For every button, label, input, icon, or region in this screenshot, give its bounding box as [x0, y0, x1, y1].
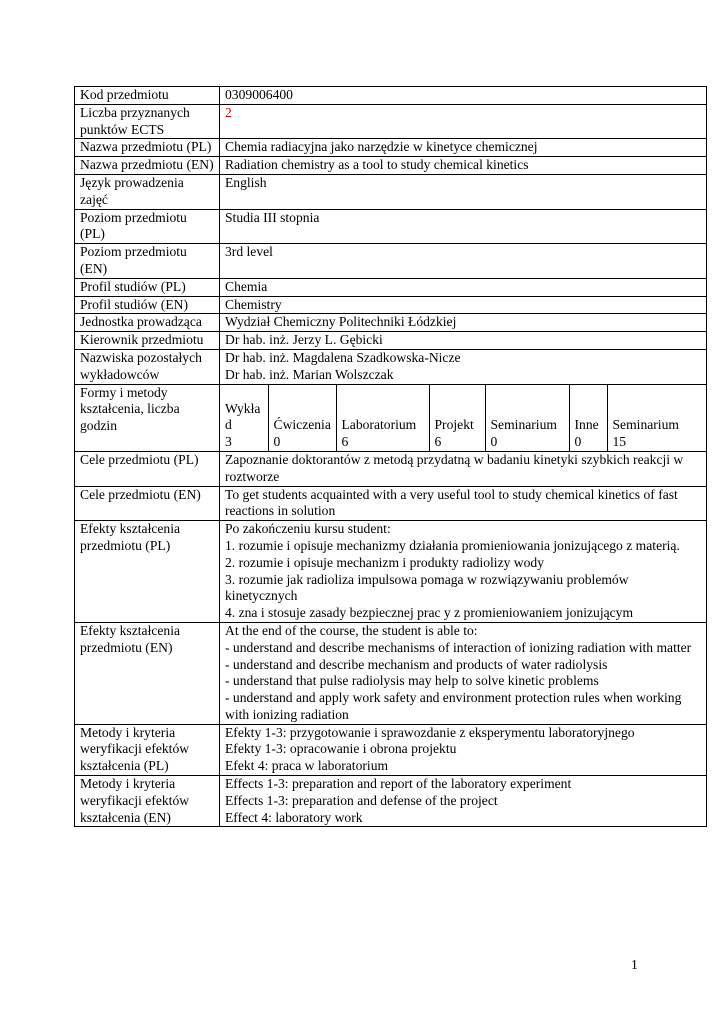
outcome-line: - understand and apply work safety and environment protection rules when working with ionizing radiation — [225, 690, 682, 722]
row-name-pl — [75, 139, 707, 157]
outcomes-pl-label: Efekty kształcenia przedmiotu (PL) — [75, 521, 220, 623]
row-profile-pl — [75, 278, 707, 296]
outcomes-en-label: Efekty kształcenia przedmiotu (EN) — [75, 622, 220, 724]
form-name: Laboratorium — [341, 417, 417, 433]
outcome-line: 4. zna i stosuje zasady bezpiecznej prac y z promieniowaniem jonizującym — [225, 605, 634, 621]
outcome-line: At the end of the course, the student is able to: — [225, 622, 478, 638]
form-name: Projekt — [434, 417, 474, 433]
method-line: Effects 1-3: preparation and defense of the project — [225, 792, 498, 808]
form-cell — [607, 385, 706, 451]
code-label: Kod przedmiotu — [75, 87, 220, 105]
row-methods-en — [75, 776, 707, 827]
methods-pl-label: Metody i kryteria weryfikacji efektów kształcenia (PL) — [75, 724, 220, 775]
form-hours: 3 — [225, 434, 232, 450]
unit-value: Wydział Chemiczny Politechniki Łódzkiej — [220, 314, 707, 332]
forms-value — [220, 384, 707, 451]
form-hours: 0 — [574, 434, 582, 450]
form-cell — [429, 385, 485, 451]
method-line: Efekt 4: praca w laboratorium — [225, 758, 389, 774]
goals-en-value: To get students acquainted with a very useful tool to study chemical kinetics of fast reactions in solution — [220, 486, 707, 521]
form-cell — [485, 385, 569, 451]
row-ects — [75, 104, 707, 139]
forms-label: Formy i metody kształcenia, liczba godzin — [75, 384, 220, 451]
methods-en-value — [220, 776, 707, 827]
form-hours: 6 — [434, 434, 442, 450]
head-value: Dr hab. inż. Jerzy L. Gębicki — [220, 332, 707, 350]
outcome-line: Po zakończeniu kursu student: — [225, 521, 391, 537]
method-line: Efekty 1-3: opracowanie i obrona projektu — [225, 741, 457, 757]
goals-pl-value: Zapoznanie doktorantów z metodą przydatną w badaniu kinetyki szybkich reakcji w roztworze — [220, 451, 707, 486]
row-name-en — [75, 157, 707, 175]
name-en-label: Nazwa przedmiotu (EN) — [75, 157, 220, 175]
form-hours: 6 — [341, 434, 349, 450]
outcome-line: - understand that pulse radiolysis may help to solve kinetic problems — [225, 673, 599, 689]
level-pl-label: Poziom przedmiotu (PL) — [75, 209, 220, 244]
name-pl-value: Chemia radiacyjna jako narzędzie w kinetyce chemicznej — [220, 139, 707, 157]
row-outcomes-en — [75, 622, 707, 724]
row-level-pl — [75, 209, 707, 244]
name-en-value: Radiation chemistry as a tool to study chemical kinetics — [220, 157, 707, 175]
row-methods-pl — [75, 724, 707, 775]
row-outcomes-pl — [75, 521, 707, 623]
method-line: Effect 4: laboratory work — [225, 809, 363, 825]
profile-en-value: Chemistry — [220, 296, 707, 314]
profile-en-label: Profil studiów (EN) — [75, 296, 220, 314]
form-cell — [268, 385, 336, 451]
lecturers-value — [220, 349, 707, 384]
goals-pl-label: Cele przedmiotu (PL) — [75, 451, 220, 486]
methods-en-label: Metody i kryteria weryfikacji efektów kształcenia (EN) — [75, 776, 220, 827]
outcome-line: 3. rozumie jak radioliza impulsowa pomaga w rozwiązywaniu problemów kinetycznych — [225, 571, 629, 604]
course-info-table — [74, 86, 707, 827]
row-language — [75, 174, 707, 209]
form-cell — [569, 385, 607, 451]
method-line: Effects 1-3: preparation and report of the laboratory experiment — [225, 776, 572, 792]
row-goals-en — [75, 486, 707, 521]
lecturer-name: Dr hab. inż. Marian Wolszczak — [225, 366, 394, 382]
outcome-line: - understand and describe mechanisms of interaction of ionizing radiation with matter — [225, 639, 692, 655]
row-profile-en — [75, 296, 707, 314]
level-en-value: 3rd level — [220, 244, 707, 279]
form-hours: 0 — [273, 434, 281, 450]
form-name: Seminarium — [490, 417, 557, 433]
language-label: Język prowadzenia zajęć — [75, 174, 220, 209]
outcome-line: - understand and describe mechanism and products of water radiolysis — [225, 656, 608, 672]
methods-pl-value — [220, 724, 707, 775]
row-head — [75, 332, 707, 350]
row-lecturers — [75, 349, 707, 384]
form-name: Inne — [574, 417, 599, 433]
goals-en-label: Cele przedmiotu (EN) — [75, 486, 220, 521]
form-hours: 15 — [612, 434, 627, 450]
profile-pl-value: Chemia — [220, 278, 707, 296]
outcome-line: 1. rozumie i opisuje mechanizmy działania promieniowania jonizującego z materią. — [225, 537, 680, 553]
method-line: Efekty 1-3: przygotowanie i sprawozdanie z eksperymentu laboratoryjnego — [225, 724, 635, 740]
level-en-label: Poziom przedmiotu (EN) — [75, 244, 220, 279]
row-level-en — [75, 244, 707, 279]
outcome-line: 2. rozumie i opisuje mechanizm i produkty radiolizy wody — [225, 554, 545, 570]
row-goals-pl — [75, 451, 707, 486]
code-value: 0309006400 — [220, 87, 707, 105]
language-value: English — [220, 174, 707, 209]
unit-label: Jednostka prowadząca — [75, 314, 220, 332]
lecturers-label: Nazwiska pozostałych wykładowców — [75, 349, 220, 384]
form-cell — [336, 385, 429, 451]
form-hours: 0 — [490, 434, 498, 450]
row-forms — [75, 384, 707, 451]
form-name: Ćwiczenia — [273, 417, 331, 433]
lecturer-name: Dr hab. inż. Magdalena Szadkowska-Nicze — [225, 349, 461, 365]
level-pl-value: Studia III stopnia — [220, 209, 707, 244]
name-pl-label: Nazwa przedmiotu (PL) — [75, 139, 220, 157]
form-name: Wykład — [225, 400, 261, 433]
outcomes-en-value — [220, 622, 707, 724]
row-code — [75, 87, 707, 105]
form-cell — [220, 385, 268, 451]
profile-pl-label: Profil studiów (PL) — [75, 278, 220, 296]
ects-label: Liczba przyznanych punktów ECTS — [75, 104, 220, 139]
page-number: 1 — [631, 957, 638, 972]
head-label: Kierownik przedmiotu — [75, 332, 220, 350]
ects-value: 2 — [220, 104, 707, 139]
outcomes-pl-value — [220, 521, 707, 623]
form-name: Seminarium — [612, 417, 679, 433]
row-unit — [75, 314, 707, 332]
forms-hours-table — [220, 385, 706, 451]
